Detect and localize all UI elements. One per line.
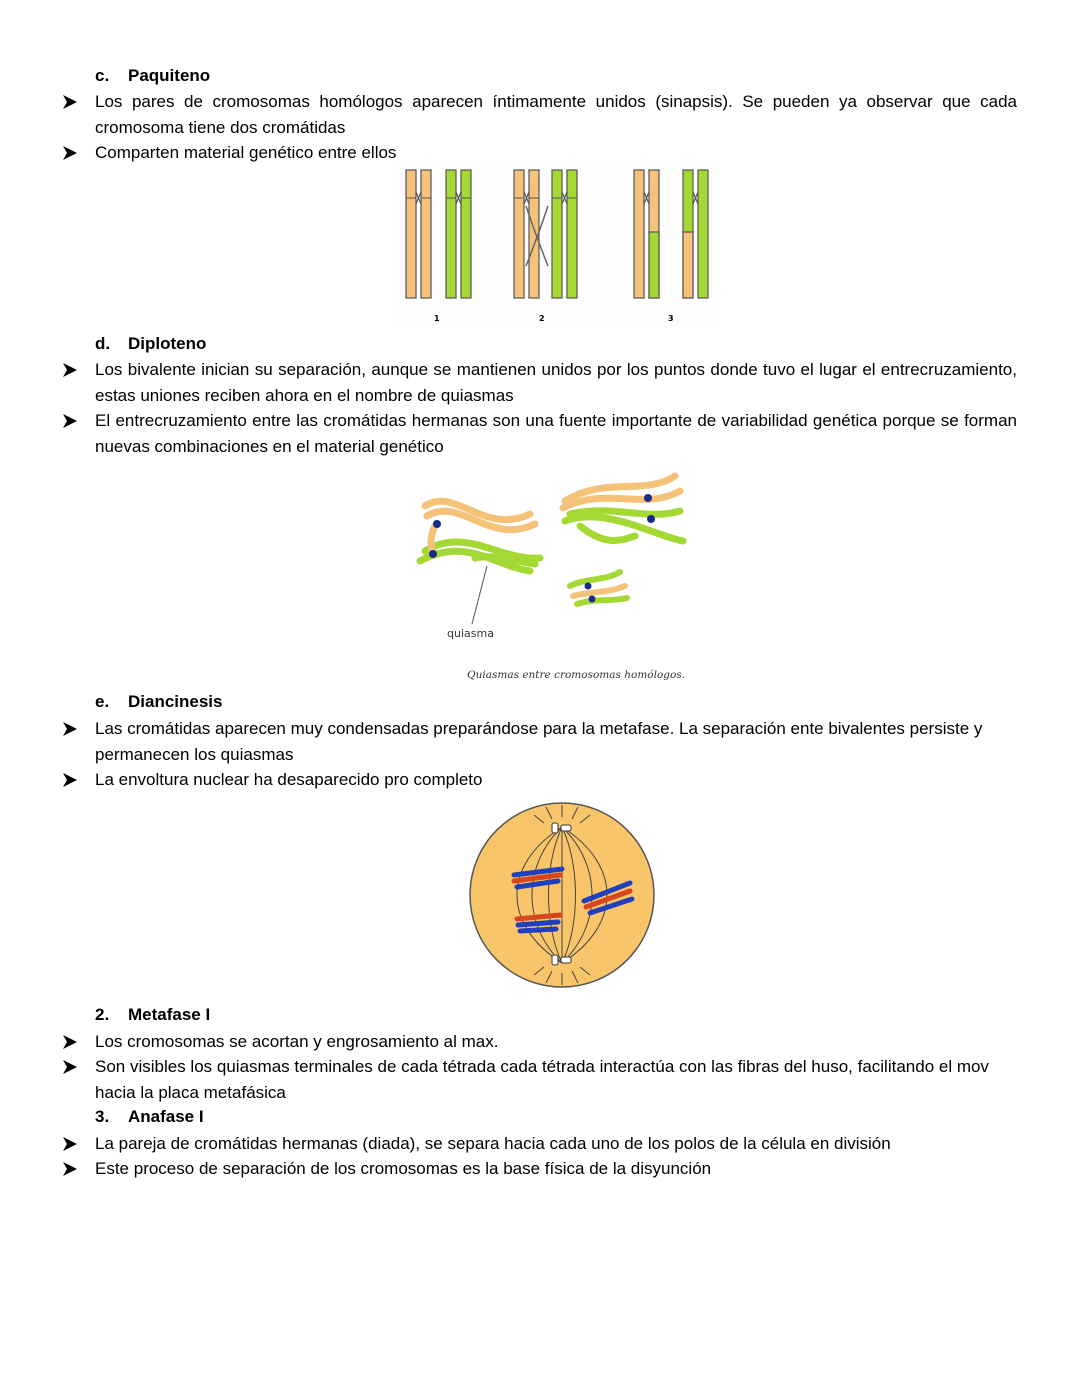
diancinesis-cell-figure [462, 795, 662, 995]
section-title: Diancinesis [128, 692, 223, 711]
section-number: 3. [95, 1107, 110, 1126]
arrow-bullet-icon [62, 772, 78, 788]
bullet-text: Las cromátidas aparecen muy condensadas preparándose para la metafase. La separación ente bivalentes persiste y permanecen los quiasmas [95, 719, 983, 764]
arrow-bullet-icon [62, 1034, 78, 1050]
section-title: Paquiteno [128, 66, 211, 85]
centromere-dot [644, 494, 652, 502]
bullet-item [95, 408, 1017, 459]
arrow-bullet-icon [62, 362, 78, 378]
bullet-item [95, 767, 1017, 793]
figure-label: 3 [668, 314, 674, 323]
section-heading-paquiteno [95, 66, 210, 86]
centromere-dot [429, 550, 437, 558]
section-number: d. [95, 334, 111, 353]
diploteno-chiasma-figure [405, 466, 690, 688]
centromere-dot [585, 583, 592, 590]
section-title: Metafase I [128, 1005, 211, 1024]
arrow-bullet-icon [62, 145, 78, 161]
centromere-dot [647, 515, 655, 523]
section-title: Anafase I [128, 1107, 204, 1126]
section-number: e. [95, 692, 110, 711]
section-heading-diancinesis [95, 692, 223, 712]
bullet-item [95, 1156, 1017, 1182]
bullet-item [95, 716, 1017, 767]
bullet-text: El entrecruzamiento entre las cromátidas hermanas son una fuente importante de variabilidad genética porque se forman nuevas combinaciones en el material genético [95, 411, 1017, 456]
bullet-text: Son visibles los quiasmas terminales de cada tétrada cada tétrada interactúa con las fibras del huso, facilitando el mov hacia la placa metafásica [95, 1057, 989, 1102]
paquiteno-chromosome-figure [398, 166, 720, 328]
section-title: Diploteno [128, 334, 207, 353]
bullet-item [95, 357, 1017, 408]
section-heading-metafase [95, 1005, 210, 1025]
arrow-bullet-icon [62, 1136, 78, 1152]
figure-label: 1 [434, 314, 440, 323]
centromere-dot [433, 520, 441, 528]
bullet-text: La pareja de cromátidas hermanas (diada), se separa hacia cada uno de los polos de la célula en división [95, 1134, 891, 1153]
figure-label: 2 [539, 314, 545, 323]
bullet-item [95, 1029, 1017, 1055]
bullet-item [95, 89, 1017, 140]
arrow-bullet-icon [62, 1161, 78, 1177]
bullet-text: Comparten material genético entre ellos [95, 143, 397, 162]
section-heading-anafase [95, 1107, 204, 1127]
bullet-text: Los bivalente inician su separación, aunque se mantienen unidos por los puntos donde tuvo el lugar el entrecruzamiento, estas uniones reciben ahora en el nombre de quiasmas [95, 360, 1017, 405]
bullet-item [95, 1054, 1017, 1105]
bullet-item [95, 1131, 1017, 1157]
section-number: c. [95, 66, 110, 85]
figure-caption: Quiasmas entre cromosomas homólogos. [467, 669, 686, 681]
bullet-text: La envoltura nuclear ha desaparecido pro completo [95, 770, 483, 789]
arrow-bullet-icon [62, 413, 78, 429]
arrow-bullet-icon [62, 721, 78, 737]
bullet-text: Los pares de cromosomas homólogos aparecen íntimamente unidos (sinapsis). Se pueden ya observar que cada cromosoma tiene dos cromátidas [95, 92, 1017, 137]
centromere-dot [589, 596, 596, 603]
arrow-bullet-icon [62, 94, 78, 110]
arrow-bullet-icon [62, 1059, 78, 1075]
bullet-text: Este proceso de separación de los cromosomas es la base física de la disyunción [95, 1159, 712, 1178]
bullet-text: Los cromosomas se acortan y engrosamiento al max. [95, 1032, 499, 1051]
quiasma-label: quiasma [447, 627, 494, 640]
section-number: 2. [95, 1005, 110, 1024]
bullet-item [95, 140, 1017, 166]
section-heading-diploteno [95, 334, 206, 354]
